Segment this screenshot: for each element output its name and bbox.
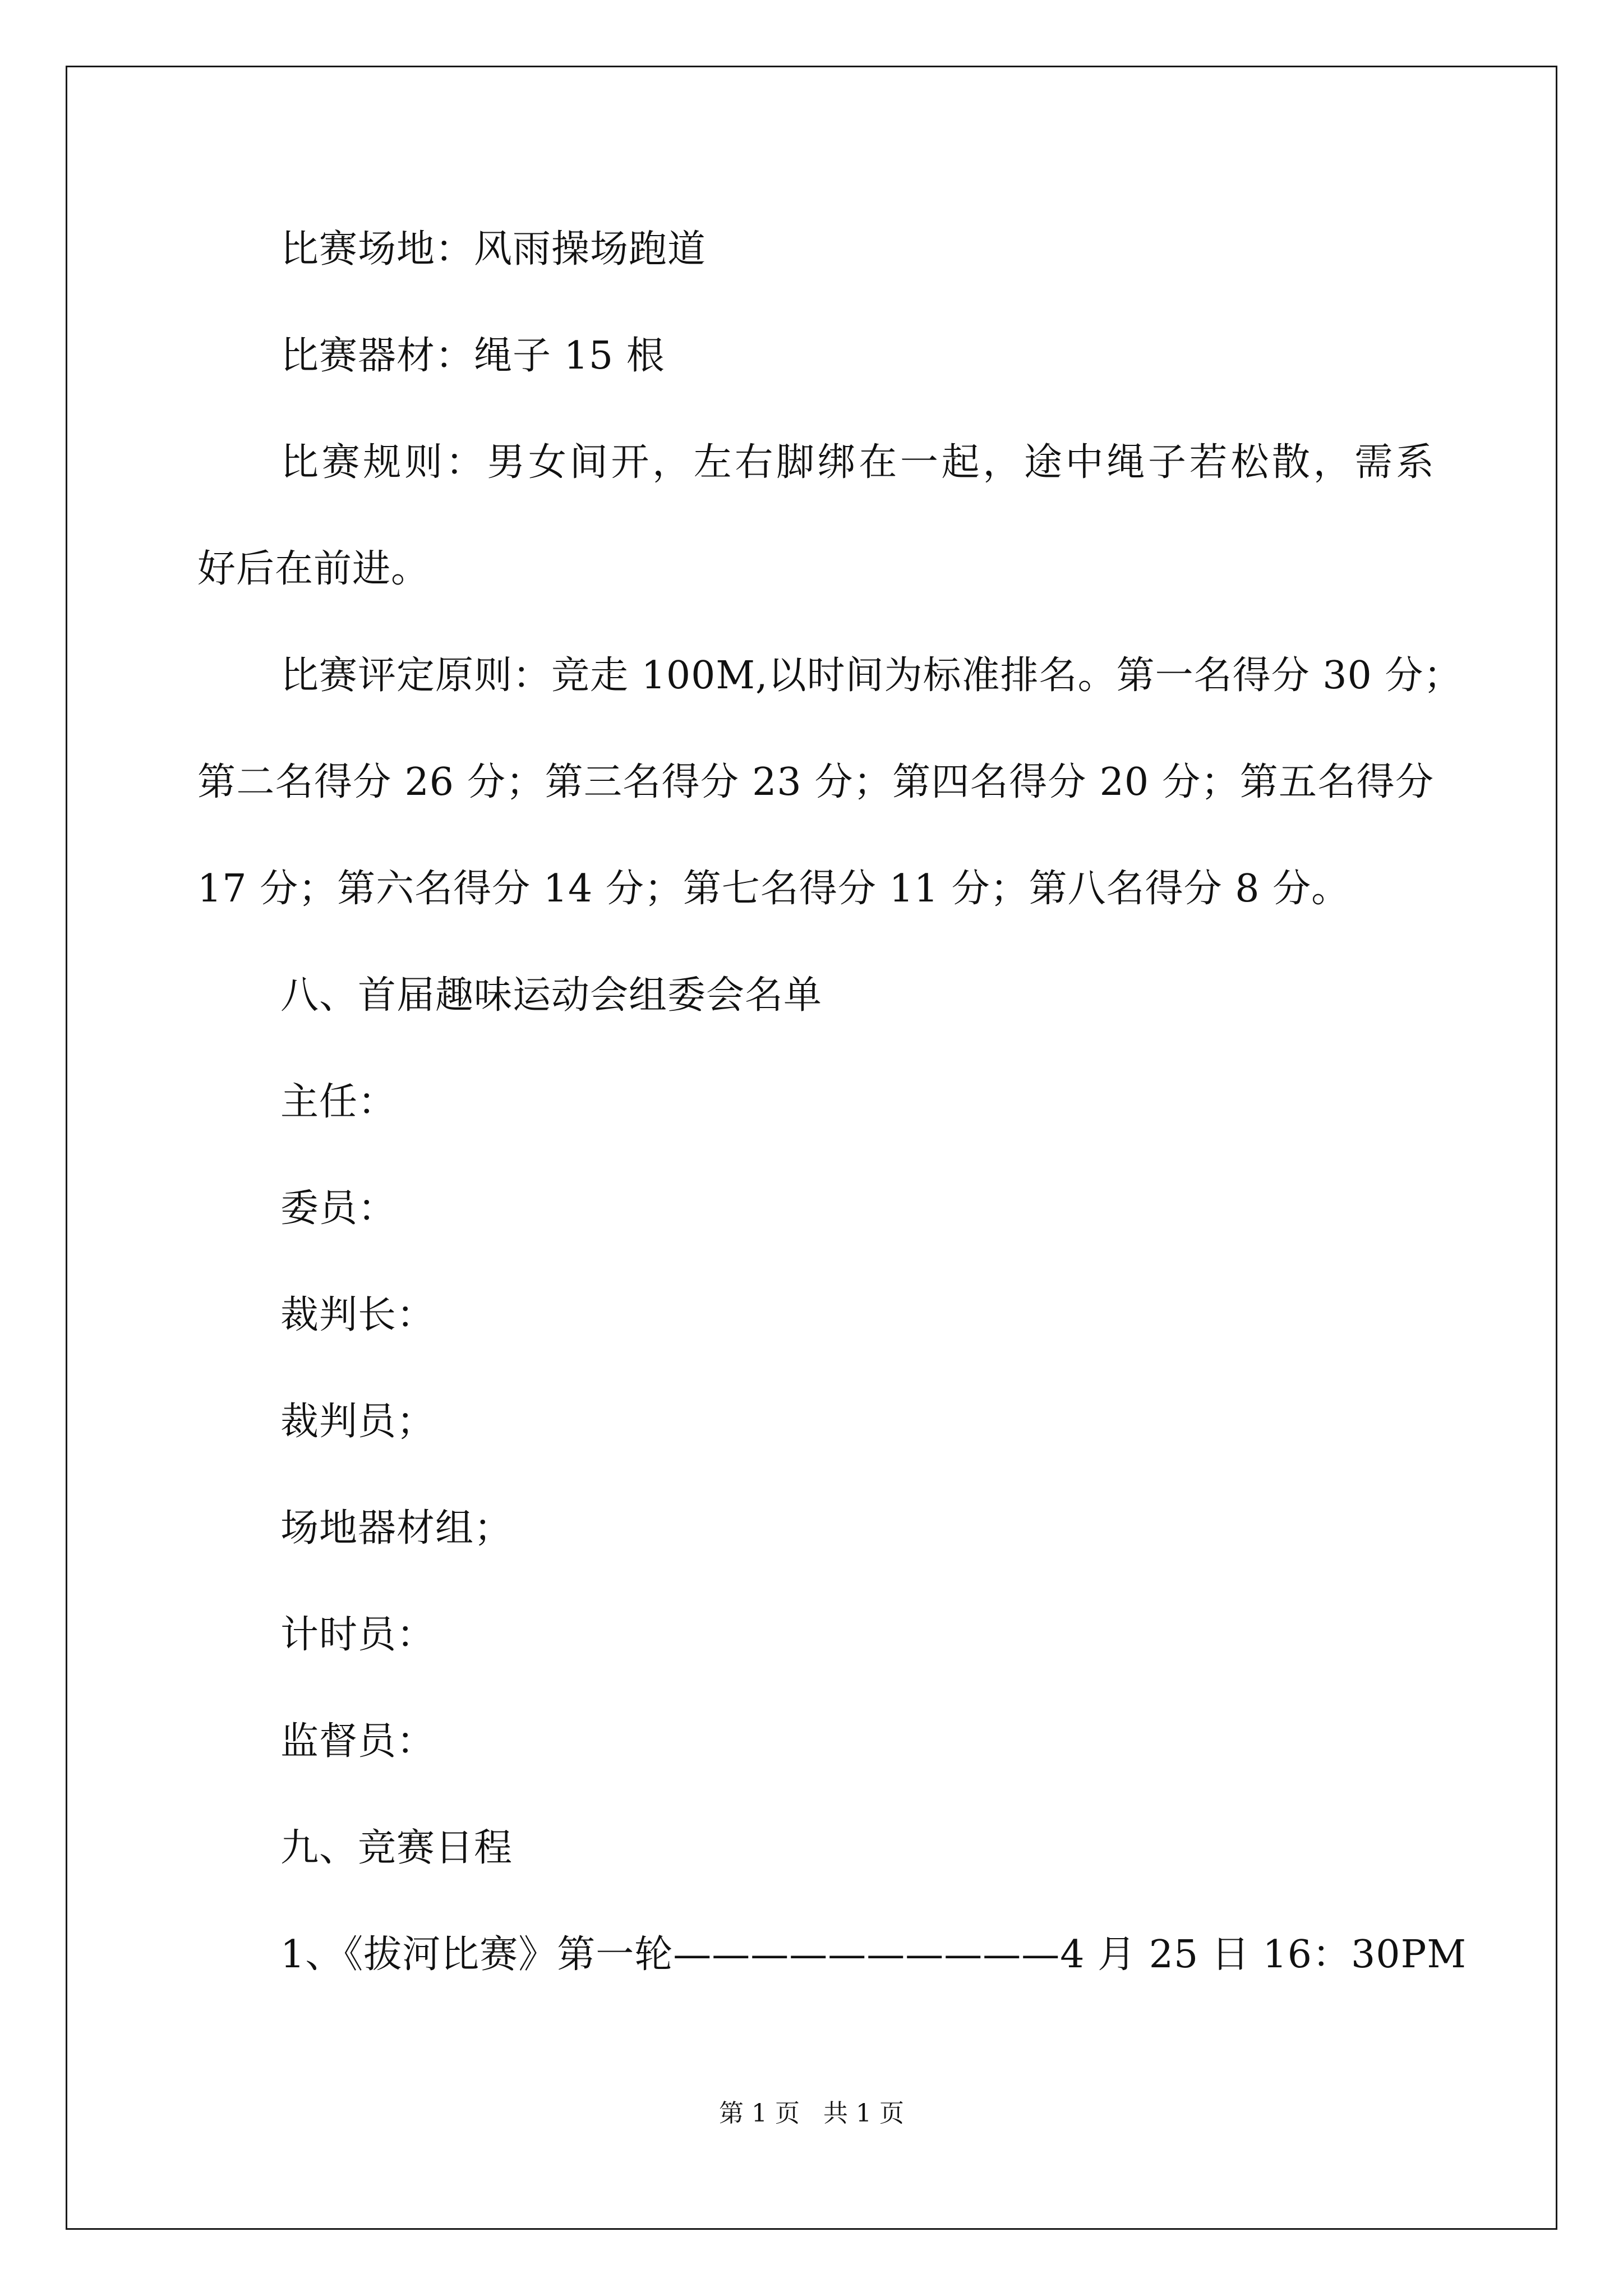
committee-referees: 裁判员；: [280, 1400, 436, 1444]
committee-equipment-group: 场地器材组；: [280, 1506, 513, 1550]
section-heading-committee: 八、首届趣味运动会组委会名单: [280, 973, 823, 1018]
committee-director: 主任：: [280, 1080, 397, 1124]
page-number-footer: 第 1 页 共 1 页: [719, 2099, 904, 2128]
committee-members: 委员：: [280, 1186, 397, 1231]
committee-supervisor: 监督员：: [280, 1719, 436, 1764]
scoring-line-1: 比赛评定原则：竞走 100M,以时间为标准排名。第一名得分 30 分；: [280, 654, 1463, 698]
page-border: [66, 66, 1557, 2230]
scoring-line-2: 第二名得分 26 分；第三名得分 23 分；第四名得分 20 分；第五名得分: [197, 760, 1434, 804]
scoring-line-3: 17 分；第六名得分 14 分；第七名得分 11 分；第八名得分 8 分。: [197, 867, 1350, 911]
venue-line: 比赛场地：风雨操场跑道: [280, 227, 707, 272]
committee-chief-referee: 裁判长：: [280, 1293, 436, 1337]
committee-timekeeper: 计时员：: [280, 1613, 436, 1657]
equipment-line: 比赛器材：绳子 15 根: [280, 334, 665, 378]
rules-line-1: 比赛规则：男女间开，左右脚绑在一起，途中绳子若松散，需系: [280, 440, 1435, 485]
schedule-item-1: 1、《拔河比赛》第一轮——————————4 月 25 日 16：30PM: [280, 1932, 1467, 1977]
rules-line-2: 好后在前进。: [197, 547, 430, 591]
section-heading-schedule: 九、竞赛日程: [280, 1826, 513, 1870]
